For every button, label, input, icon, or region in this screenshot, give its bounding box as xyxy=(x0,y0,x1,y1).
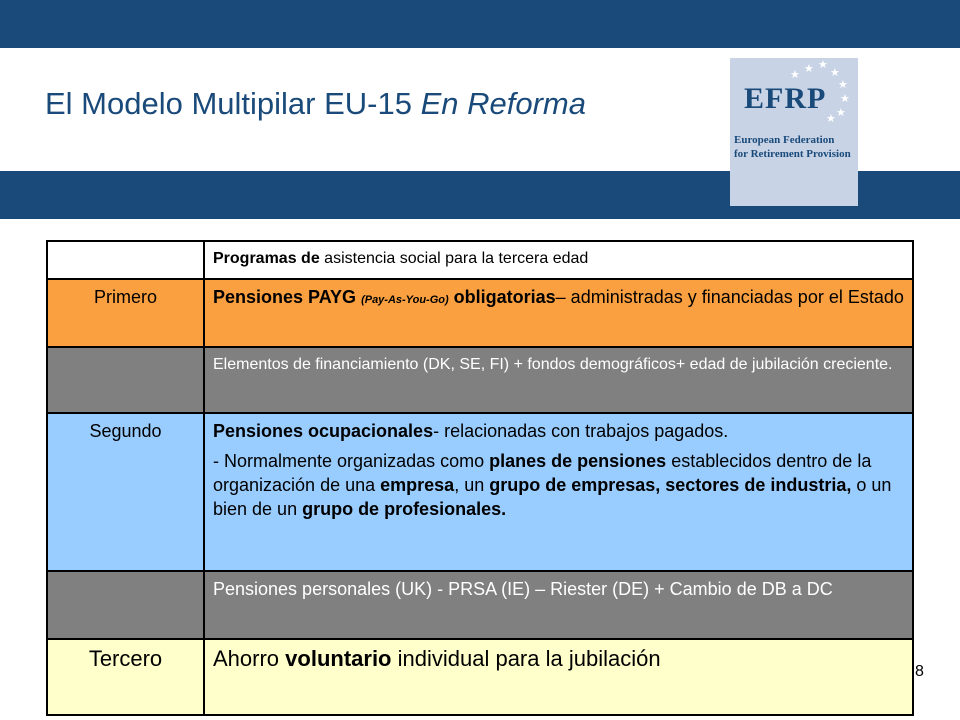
svg-text:★: ★ xyxy=(840,93,850,105)
slide-title xyxy=(45,86,586,122)
row-label-empty xyxy=(47,241,204,279)
page-number: 8 xyxy=(915,663,924,680)
table-row xyxy=(47,639,913,715)
row-label-segundo: Segundo xyxy=(47,413,204,571)
row-content: Elementos de financiamiento (DK, SE, FI) + fondos demográficos+ edad de jubilación creciente. xyxy=(204,347,913,413)
table-row xyxy=(47,279,913,347)
row-label-empty xyxy=(47,571,204,639)
efrp-logo xyxy=(730,58,858,206)
row-content: Programas de asistencia social para la tercera edad xyxy=(204,241,913,279)
title-italic-text: En Reforma xyxy=(420,86,586,121)
svg-text:★: ★ xyxy=(838,79,848,91)
svg-text:★: ★ xyxy=(826,113,836,125)
table-row xyxy=(47,347,913,413)
table-row xyxy=(47,571,913,639)
svg-text:★: ★ xyxy=(830,67,840,79)
pillar-table xyxy=(46,240,914,716)
svg-text:★: ★ xyxy=(790,69,800,81)
row-label-tercero: Tercero xyxy=(47,639,204,715)
row-label-primero: Primero xyxy=(47,279,204,347)
title-text: El Modelo Multipilar EU-15 xyxy=(45,86,421,121)
logo-caption: European Federation for Retirement Provision xyxy=(734,134,851,160)
row-content: Pensiones personales (UK) - PRSA (IE) – Riester (DE) + Cambio de DB a DC xyxy=(204,571,913,639)
row-content: Pensiones ocupacionales- relacionadas con trabajos pagados. - Normalmente organizadas como planes de pensiones establecidos dentro de la organización de una empresa, un grupo de empresas, sectores de industria, o un bien de un grupo de profesionales. xyxy=(204,413,913,571)
logo-wordmark: EFRP xyxy=(744,82,827,115)
row-content: Ahorro voluntario individual para la jubilación xyxy=(204,639,913,715)
top-banner xyxy=(0,0,960,48)
svg-text:★: ★ xyxy=(804,63,814,75)
svg-text:★: ★ xyxy=(836,107,846,119)
row-label-empty xyxy=(47,347,204,413)
table-row xyxy=(47,413,913,571)
row-content: Pensiones PAYG (Pay-As-You-Go) obligatorias– administradas y financiadas por el Estado xyxy=(204,279,913,347)
svg-text:★: ★ xyxy=(818,59,828,71)
table-row xyxy=(47,241,913,279)
